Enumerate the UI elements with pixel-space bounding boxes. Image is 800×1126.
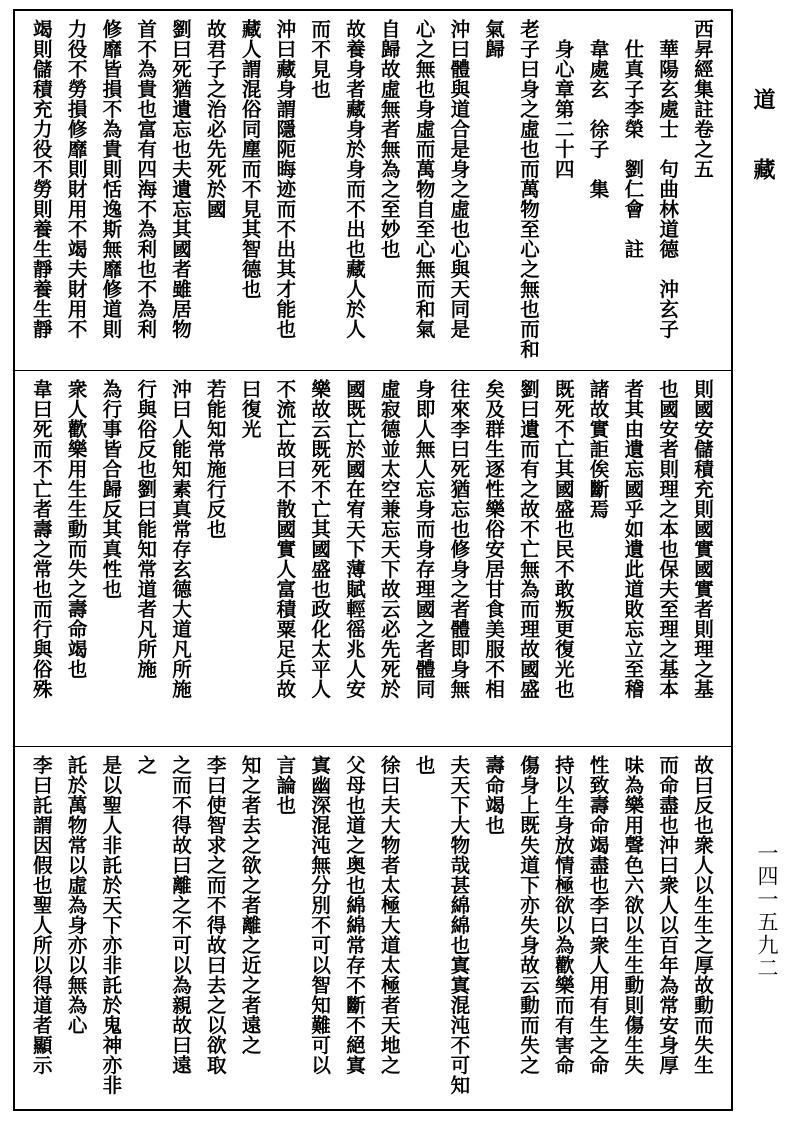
text-column: 李曰託謂因假也聖人所以得道者顯示	[29, 755, 53, 1075]
text-column: 故曰反也衆人以生生之厚故動而失生	[690, 755, 714, 1075]
text-column: 華陽玄處士 句曲林道德 沖玄子	[656, 19, 680, 339]
text-column: 故君子之治必先死於國	[203, 19, 227, 219]
middle-panel	[15, 371, 731, 747]
text-column: 竭則儲積充力役不勞則養生靜養生靜	[29, 19, 53, 339]
text-column: 也國安者則理之本也保夫至理之基本	[656, 379, 680, 699]
text-column: 力役不勞損修靡則財用不竭夫財用不	[64, 19, 88, 339]
text-column: 沖曰人能知素真常存玄德大道凡所施	[168, 379, 192, 699]
text-column: 氣歸	[482, 19, 506, 59]
upper-panel-columns	[25, 19, 721, 364]
text-column: 既死不亡其國盛也民不敢叛更復光也	[551, 379, 575, 699]
text-column: 諸故實詎俟斷焉	[586, 379, 610, 519]
text-column: 寘幽深混沌無分別不可以智知難可以	[308, 755, 332, 1075]
lower-panel-columns	[25, 755, 721, 1103]
text-column: 往來李曰死猶忘也修身之者體即身無	[447, 379, 471, 699]
text-column: 韋曰死而不亡者壽之常也而行與俗殊	[29, 379, 53, 699]
text-column: 是以聖人非託於天下亦非託於鬼神亦非	[99, 755, 123, 1095]
text-column: 則國安儲積充則國實國實者則理之基	[690, 379, 714, 699]
text-column: 夫天下大物哉甚綿綿也寘寘混沌不可知	[447, 755, 471, 1095]
text-column: 而不見也	[308, 19, 332, 99]
text-column: 性致壽命竭盡也李曰衆人用有生之命	[586, 755, 610, 1075]
text-column: 身即人無人忘身而身存理國之者體同	[412, 379, 436, 699]
text-column: 味為樂用聲色六欲以生生動則傷生失	[621, 755, 645, 1075]
page-number: 一四一五九二	[755, 842, 779, 980]
text-column: 不流亡故曰不散國實人富積粟足兵故	[273, 379, 297, 699]
text-column: 之而不得故曰離之不可以為親故曰遠	[168, 755, 192, 1075]
middle-panel-columns	[25, 379, 721, 740]
text-column: 也	[412, 755, 436, 775]
text-column: 韋處玄 徐子 集	[586, 19, 610, 199]
lower-panel	[15, 747, 731, 1109]
text-column: 西昇經集註卷之五	[690, 19, 714, 179]
text-column: 知之者去之欲之者離之近之者遠之	[238, 755, 262, 1055]
side-title: 道藏	[750, 88, 776, 228]
text-column: 身心章第二十四	[551, 19, 575, 179]
text-column: 壽命竭也	[482, 755, 506, 835]
text-column: 託於萬物常以虛為身亦以無為心	[64, 755, 88, 1035]
text-column: 虛寂德並太空兼忘天下故云必先死於	[377, 379, 401, 699]
text-column: 劉曰死猶遺忘也夫遺忘其國者雖居物	[168, 19, 192, 339]
text-column: 國既亡於國在宥天下薄賦輕徭兆人安	[342, 379, 366, 699]
text-column: 仕真子李榮 劉仁會 註	[621, 19, 645, 259]
text-column: 曰復光	[238, 379, 262, 439]
text-column: 沖曰體與道合是身之虛也心與天同是	[447, 19, 471, 339]
text-column: 傷身上既失道下亦失身故云動而失之	[516, 755, 540, 1075]
text-column: 者其由遺忘國乎如遺此道敗忘立至稽	[621, 379, 645, 699]
text-column: 言論也	[273, 755, 297, 815]
text-column: 老子曰身之虛也而萬物至心之無也而和	[516, 19, 540, 359]
text-column: 首不為貴也富有四海不為利也不為利	[134, 19, 158, 339]
text-column: 故養身者藏身於身而不出也藏人於人	[342, 19, 366, 339]
text-column: 衆人歡樂用生生動而失之壽命竭也	[64, 379, 88, 679]
upper-panel	[15, 11, 731, 371]
text-column: 劉曰遺而有之故不亡無為而理故國盛	[516, 379, 540, 699]
page-frame	[13, 9, 733, 1111]
text-column: 持以生身放情極欲以為歡樂而有害命	[551, 755, 575, 1075]
text-column: 若能知常施行反也	[203, 379, 227, 539]
text-column: 樂故云既死不亡其國盛也政化太平人	[308, 379, 332, 699]
text-column: 之	[134, 755, 158, 775]
text-column: 修靡皆損不為貴則恬逸斯無靡修道則	[99, 19, 123, 339]
text-column: 矣及群生逐性樂俗安居甘食美服不相	[482, 379, 506, 699]
text-column: 心之無也身虛而萬物自至心無而和氣	[412, 19, 436, 339]
text-column: 沖曰藏身謂隱阨晦迹而不出其才能也	[273, 19, 297, 339]
text-column: 藏人謂混俗同塵而不見其智德也	[238, 19, 262, 299]
text-column: 行與俗反也劉曰能知常道者凡所施	[134, 379, 158, 679]
text-column: 徐曰夫大物者太極大道太極者天地之	[377, 755, 401, 1075]
text-column: 父母也道之奥也綿綿常存不斷不絕寘	[342, 755, 366, 1075]
text-column: 自歸故虛無者無為之至妙也	[377, 19, 401, 259]
text-column: 為行事皆合歸反其真性也	[99, 379, 123, 599]
text-column: 而命盡也沖曰衆人以百年為常安身厚	[656, 755, 680, 1075]
text-column: 李曰使智求之而不得故曰去之以欲取	[203, 755, 227, 1075]
